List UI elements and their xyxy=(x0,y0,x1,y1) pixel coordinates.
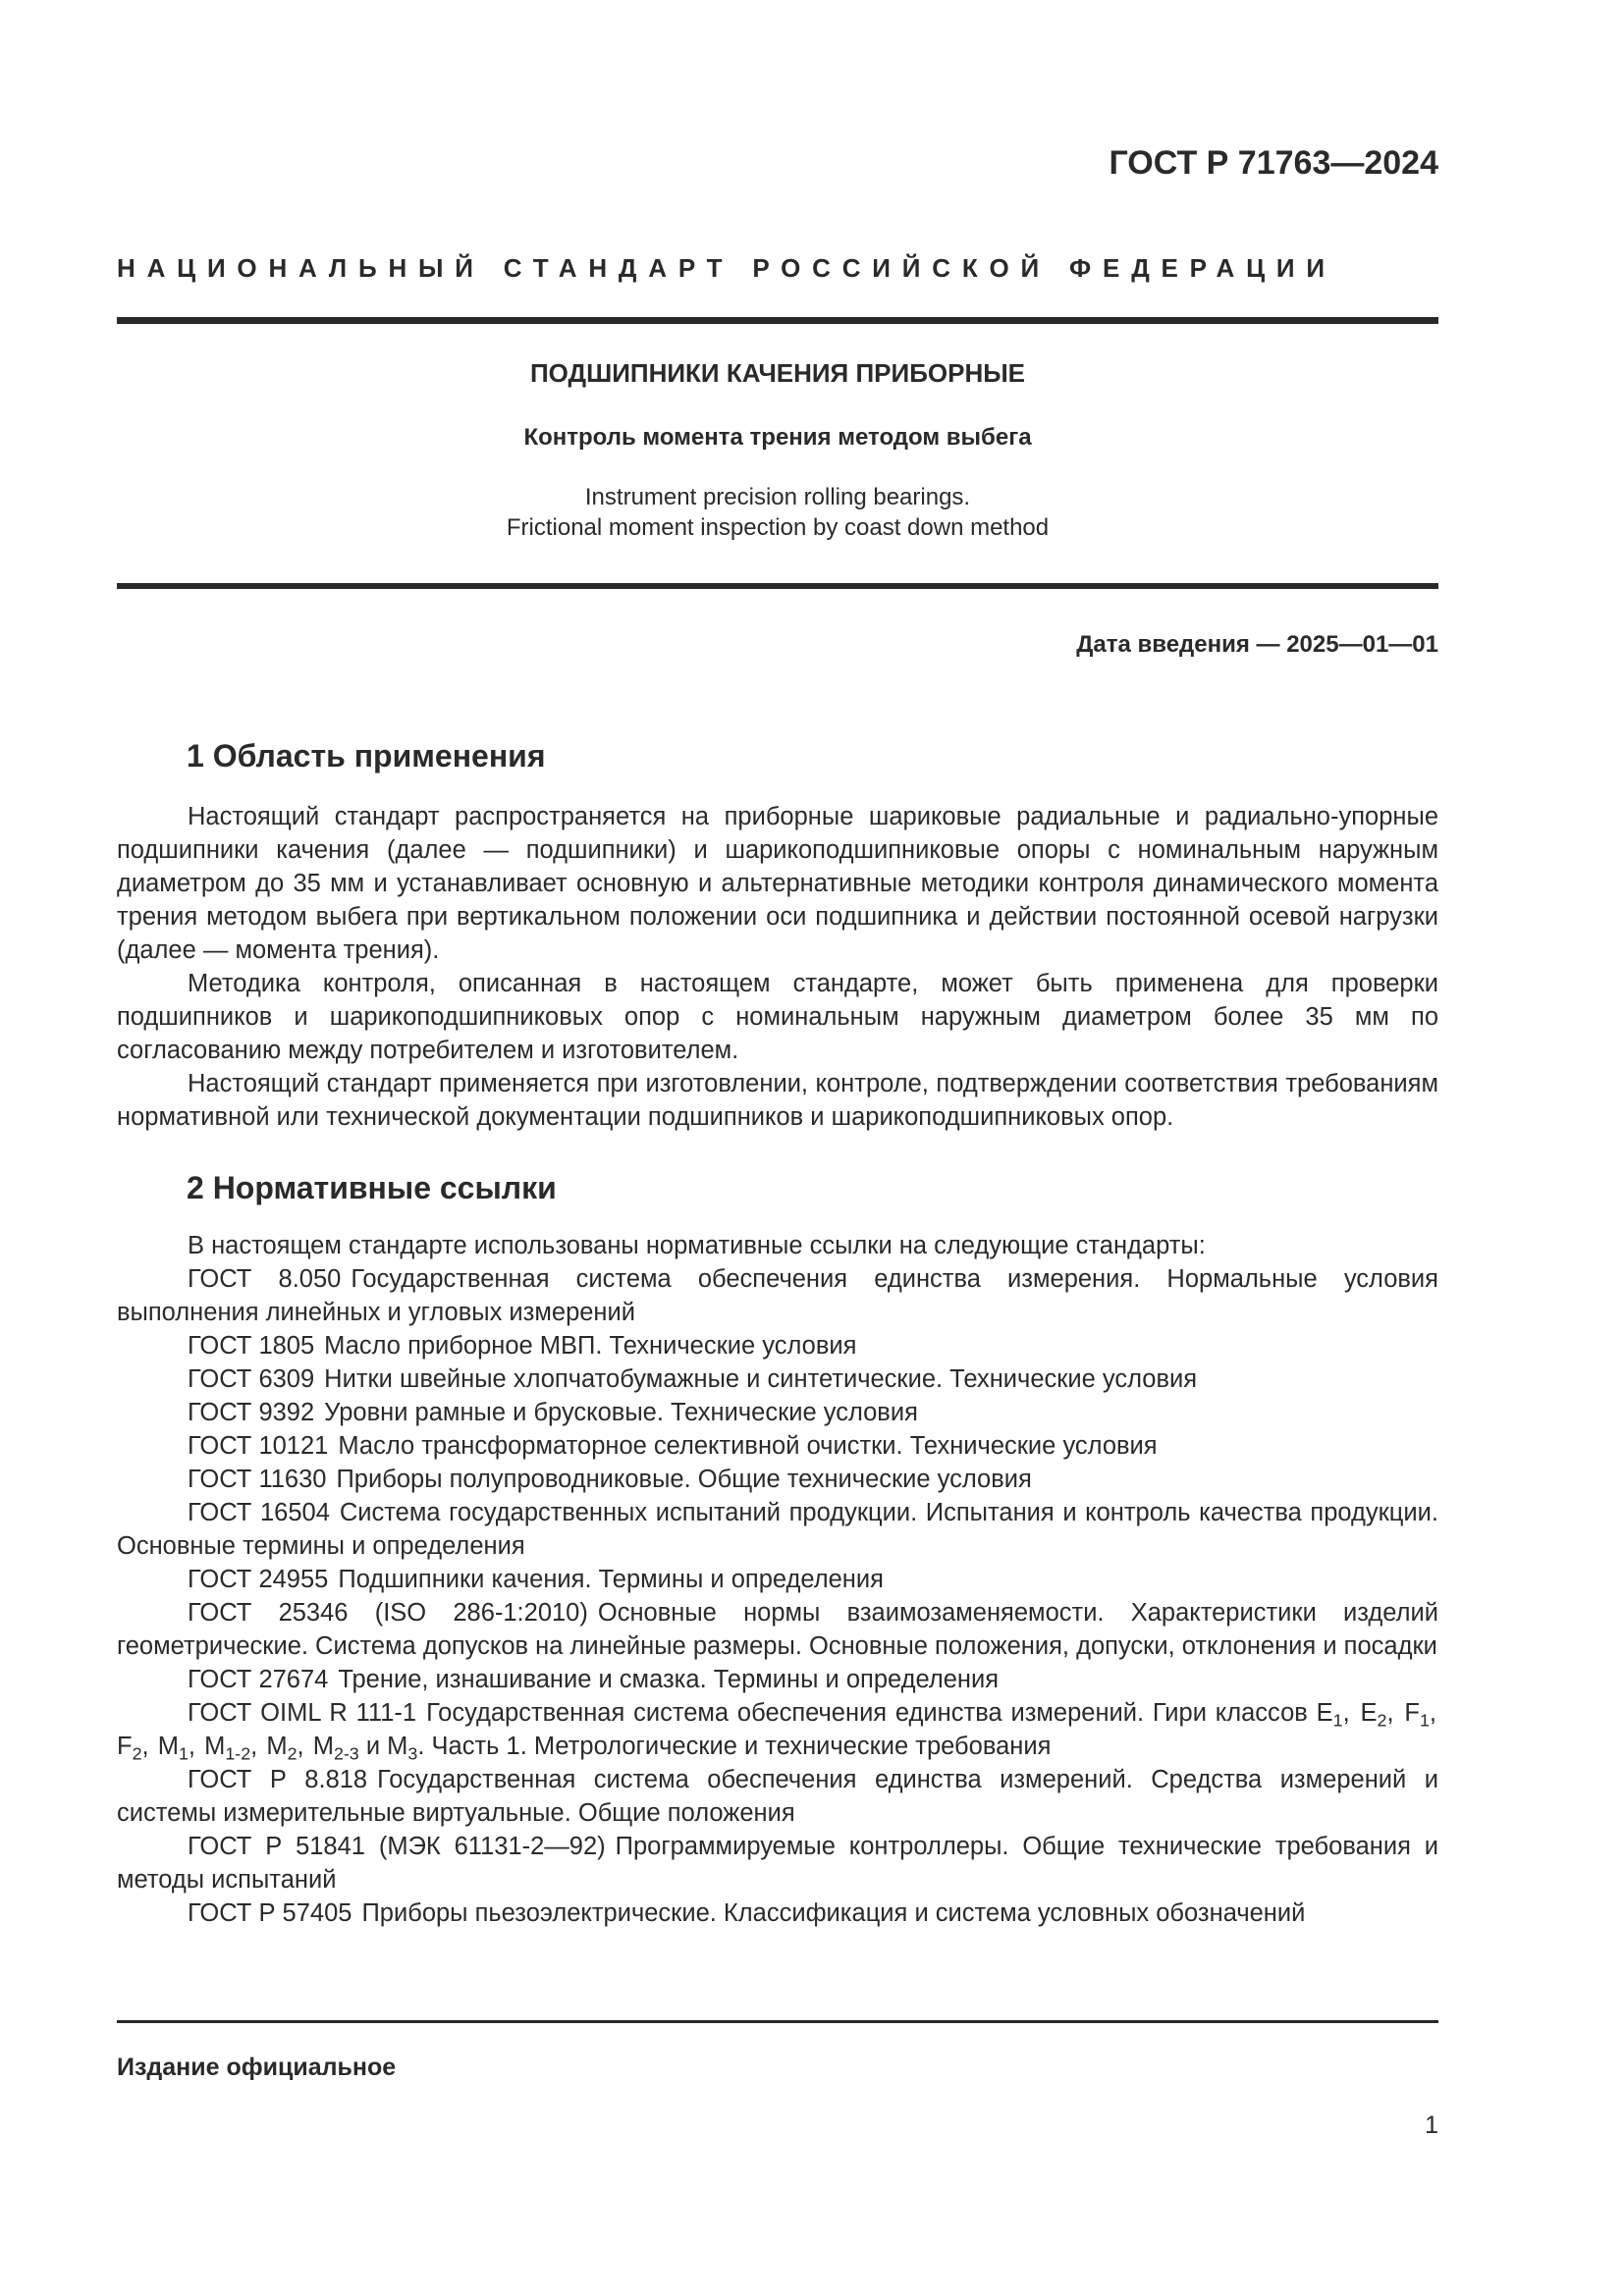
reference-title: Система государственных испытаний продукции. Испытания и контроль качества продукции. Основные термины и определения xyxy=(117,1499,1438,1560)
reference-item xyxy=(117,1329,1438,1362)
reference-title: Государственная система обеспечения единства измерения. Нормальные условия выполнения линейных и угловых измерений xyxy=(117,1265,1438,1326)
footer-rule xyxy=(117,2020,1438,2023)
reference-code: ГОСТ OIML R 111-1 xyxy=(188,1699,417,1727)
reference-title: Трение, изнашивание и смазка. Термины и определения xyxy=(338,1666,1000,1693)
standard-subtitle: Контроль момента трения методом выбега xyxy=(523,424,1032,451)
reference-code: ГОСТ Р 51841 (МЭК 61131-2—92) xyxy=(188,1833,606,1860)
normative-references-list xyxy=(117,1229,1438,1930)
reference-title: Масло трансформаторное селективной очистки. Технические условия xyxy=(338,1432,1158,1460)
reference-title: Подшипники качения. Термины и определения xyxy=(338,1566,884,1593)
reference-item xyxy=(117,1362,1438,1396)
standard-title: ПОДШИПНИКИ КАЧЕНИЯ ПРИБОРНЫЕ xyxy=(529,358,1026,388)
weight-class: $M_3$ xyxy=(387,1733,418,1764)
page-number: 1 xyxy=(1425,2111,1438,2139)
reference-item xyxy=(117,1563,1438,1596)
english-title-line-2: Frictional moment inspection by coast down method xyxy=(506,514,1050,541)
reference-item xyxy=(117,1496,1438,1563)
section-1-heading: 1 Область применения xyxy=(187,738,546,774)
reference-item xyxy=(117,1663,1438,1696)
national-standard-banner: НАЦИОНАЛЬНЫЙ СТАНДАРТ РОССИЙСКОЙ ФЕДЕРАЦИИ xyxy=(117,253,1336,283)
section-1-paragraph: Настоящий стандарт распространяется на приборные шариковые радиальные и радиально-упорные подшипники качения (далее — подшипники) и шарикоподшипниковые опоры с номинальным наружным диаметром до 35 мм и устанавливает основную и альтернативные методики контроля динамического момента трения методом выбега при вертикальном положении оси подшипника и действии постоянной осевой нагрузки (далее — момента трения). xyxy=(117,803,1438,964)
reference-code: ГОСТ 10121 xyxy=(188,1432,329,1460)
reference-code: ГОСТ 11630 xyxy=(188,1466,327,1493)
reference-title: Уровни рамные и брусковые. Технические условия xyxy=(324,1399,918,1426)
weight-class: $F_1$ xyxy=(1404,1699,1430,1731)
section-1-paragraph: Настоящий стандарт применяется при изготовлении, контроле, подтверждении соответствия требованиям нормативной или технической документации подшипников и шарикоподшипниковых опор. xyxy=(117,1070,1438,1131)
weight-class: $E_2$ xyxy=(1360,1699,1387,1731)
title-rule xyxy=(117,583,1438,589)
weight-class: $M_{1-2}$ xyxy=(204,1733,251,1764)
section-1-body xyxy=(117,800,1438,1134)
reference-code: ГОСТ 9392 xyxy=(188,1399,315,1426)
reference-title: Приборы пьезоэлектрические. Классификация и система условных обозначений xyxy=(361,1899,1306,1927)
reference-code: ГОСТ Р 57405 xyxy=(188,1899,352,1927)
weight-class: $E_1$ xyxy=(1316,1699,1343,1731)
reference-code: ГОСТ 27674 xyxy=(188,1666,329,1693)
reference-code: ГОСТ Р 8.818 xyxy=(188,1766,368,1793)
reference-item xyxy=(117,1763,1438,1830)
reference-item xyxy=(117,1262,1438,1329)
english-title-line-1: Instrument precision rolling bearings. xyxy=(584,484,971,510)
weight-class: $M_{2-3}$ xyxy=(312,1733,359,1764)
references-intro: В настоящем стандарте использованы нормативные ссылки на следующие стандарты: xyxy=(188,1232,1206,1259)
reference-title: Государственная система обеспечения единства измерений. Гири классов xyxy=(426,1699,1308,1727)
reference-code: ГОСТ 24955 xyxy=(188,1566,329,1593)
reference-code: ГОСТ 6309 xyxy=(188,1365,315,1393)
reference-item xyxy=(117,1596,1438,1663)
reference-title: Нитки швейные хлопчатобумажные и синтетические. Технические условия xyxy=(324,1365,1198,1393)
reference-title: Приборы полупроводниковые. Общие технические условия xyxy=(336,1466,1032,1493)
reference-code: ГОСТ 25346 (ISO 286-1:2010) xyxy=(188,1599,588,1627)
weight-class: $M_1$ xyxy=(157,1733,189,1764)
reference-item xyxy=(117,1463,1438,1496)
document-number: ГОСТ Р 71763—2024 xyxy=(1109,144,1438,182)
reference-code: ГОСТ 8.050 xyxy=(188,1265,342,1293)
introduction-date: Дата введения — 2025—01—01 xyxy=(1076,631,1438,658)
reference-title: Масло приборное МВП. Технические условия xyxy=(324,1332,857,1360)
reference-title: Государственная система обеспечения единства измерений. Средства измерений и системы измерительные виртуальные. Общие положения xyxy=(117,1766,1438,1827)
section-1-paragraph: Методика контроля, описанная в настоящем стандарте, может быть применена для проверки подшипников и шарикоподшипниковых опор с номинальным наружным диаметром более 35 мм по согласованию между потребителем и изготовителем. xyxy=(117,970,1438,1064)
reference-item xyxy=(117,1896,1438,1930)
reference-item xyxy=(117,1830,1438,1896)
top-rule xyxy=(117,317,1438,324)
weight-class: $F_2$ xyxy=(117,1733,142,1764)
section-2-heading: 2 Нормативные ссылки xyxy=(187,1170,557,1205)
weight-class-list: $E_1$, $E_2$, $F_1$, $F_2$, $M_1$, $M_{1-2}$, $M_2$, $M_{2-3}$ и $M_3$ xyxy=(117,1699,1437,1764)
reference-title: Программируемые контроллеры. Общие технические требования и методы испытаний xyxy=(117,1833,1438,1894)
weight-class: $M_2$ xyxy=(266,1733,298,1764)
reference-code: ГОСТ 16504 xyxy=(188,1499,330,1526)
official-edition-label: Издание официальное xyxy=(117,2054,397,2081)
reference-item xyxy=(117,1429,1438,1463)
reference-item-oiml: ГОСТ OIML R 111-1 Государственная система обеспечения единства измерений. Гири классов $E_1$, $E_2$, $F_1$, $F_2$, $M_1$, $M_{1-2}$, $M_2$, $M_{2-3}$ и $M_3$. Часть 1. Метрологические и технические требования xyxy=(117,1699,1437,1764)
reference-title: Основные нормы взаимозаменяемости. Характеристики изделий геометрические. Система допусков на линейные размеры. Основные положения, допуски, отклонения и посадки xyxy=(117,1599,1438,1660)
reference-item xyxy=(117,1396,1438,1429)
reference-code: ГОСТ 1805 xyxy=(188,1332,315,1360)
